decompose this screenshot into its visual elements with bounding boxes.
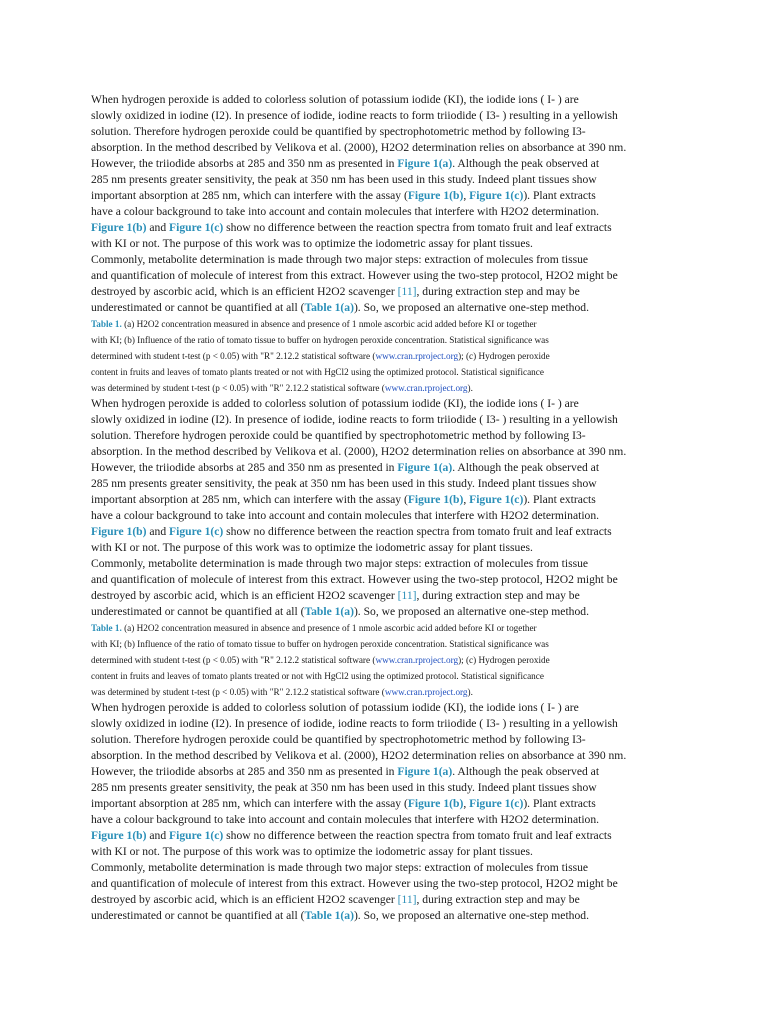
body-text-line: However, the triiodide absorbs at 285 and 350 nm as presented in Figure 1(a). Although the peak observed at <box>91 461 600 474</box>
chemical-formula: H2O2 <box>545 573 574 586</box>
body-text-line: However, the triiodide absorbs at 285 and 350 nm as presented in Figure 1(a). Although the peak observed at <box>91 157 600 170</box>
body-text-line: slowly oxidized in iodine (I2). In presence of iodide, iodine reacts to form triiodide ( I3- ) resulting in a yellowish <box>91 717 618 730</box>
table-link[interactable]: Table 1(a) <box>304 909 354 922</box>
figure-link[interactable]: Figure 1(c) <box>169 525 224 538</box>
url-link[interactable]: www.cran.rproject.org <box>384 383 468 393</box>
chemical-formula: H2O2 <box>380 141 410 154</box>
figure-link[interactable]: Figure 1(b) <box>91 525 147 538</box>
figure-link[interactable]: Figure 1(b) <box>407 493 464 506</box>
figure-link[interactable]: Figure 1(c) <box>469 797 524 810</box>
reference-link[interactable]: [11] <box>397 589 417 602</box>
table-caption-line: was determined by student t-test (p < 0.05) with "R" 2.12.2 statistical software (www.cran.rproject.org). <box>91 383 473 393</box>
chemical-formula: I3- <box>486 109 500 122</box>
table-caption-line: Table 1. (a) H2O2 concentration measured in absence and presence of 1 nmole ascorbic acid added before KI or together <box>91 623 537 633</box>
body-text-line: When hydrogen peroxide is added to colorless solution of potassium iodide (KI), the iodide ions ( I- ) are <box>91 701 579 714</box>
url-link[interactable]: www.cran.rproject.org <box>375 655 459 665</box>
chemical-formula: H2O2 <box>317 285 346 298</box>
body-text-line: important absorption at 285 nm, which can interfere with the assay (Figure 1(b), Figure 1(c)). Plant extracts <box>91 493 596 506</box>
chemical-formula: H2O2 <box>136 623 160 633</box>
chemical-formula: HgCl2 <box>324 367 349 377</box>
body-text-line: underestimated or cannot be quantified at all (Table 1(a)). So, we proposed an alternative one-step method. <box>91 301 589 314</box>
body-text-line: with KI or not. The purpose of this work was to optimize the iodometric assay for plant tissues. <box>91 845 533 858</box>
figure-link[interactable]: Figure 1(c) <box>169 221 224 234</box>
body-text-line: Figure 1(b) and Figure 1(c) show no difference between the reaction spectra from tomato fruit and leaf extracts <box>91 829 612 842</box>
chemical-formula: H2O2 <box>500 205 529 218</box>
body-text-line: important absorption at 285 nm, which can interfere with the assay (Figure 1(b), Figure 1(c)). Plant extracts <box>91 797 596 810</box>
body-text-line: solution. Therefore hydrogen peroxide could be quantified by spectrophotometric method by following I3- <box>91 733 586 746</box>
figure-link[interactable]: Figure 1(c) <box>469 189 524 202</box>
table-link[interactable]: Table 1(a) <box>304 605 354 618</box>
chemical-formula: H2O2 <box>545 269 574 282</box>
table-caption-line: was determined by student t-test (p < 0.05) with "R" 2.12.2 statistical software (www.cran.rproject.org). <box>91 687 473 697</box>
body-text-line: and quantification of molecule of interest from this extract. However using the two-step protocol, H2O2 might be <box>91 877 618 890</box>
body-text-line: destroyed by ascorbic acid, which is an efficient H2O2 scavenger [11], during extraction step and may be <box>91 589 580 602</box>
figure-link[interactable]: Figure 1(c) <box>469 493 524 506</box>
body-text-line: absorption. In the method described by Velikova et al. (2000), H2O2 determination relies on absorbance at 390 nm. <box>91 141 627 154</box>
chemical-formula: I3- <box>572 125 586 138</box>
table-label: Table 1. <box>91 623 122 633</box>
figure-link[interactable]: Figure 1(a) <box>397 157 453 170</box>
chemical-formula: I3- <box>486 413 500 426</box>
table-label: Table 1. <box>91 319 122 329</box>
table-caption-line: determined with student t-test (p < 0.05) with "R" 2.12.2 statistical software (www.cran.rproject.org); (c) Hydrogen peroxide <box>91 351 550 361</box>
body-text-line: 285 nm presents greater sensitivity, the peak at 350 nm has been used in this study. Indeed plant tissues show <box>91 477 597 490</box>
chemical-formula: H2O2 <box>317 893 346 906</box>
figure-link[interactable]: Figure 1(b) <box>91 829 147 842</box>
figure-link[interactable]: Figure 1(c) <box>169 829 224 842</box>
body-text-line: When hydrogen peroxide is added to colorless solution of potassium iodide (KI), the iodide ions ( I- ) are <box>91 93 579 106</box>
body-text-line: have a colour background to take into account and contain molecules that interfere with H2O2 determination. <box>91 509 600 522</box>
figure-link[interactable]: Figure 1(a) <box>397 765 453 778</box>
chemical-formula: I3- <box>572 733 586 746</box>
body-text-line: underestimated or cannot be quantified at all (Table 1(a)). So, we proposed an alternative one-step method. <box>91 605 589 618</box>
table-caption-line: with KI; (b) Influence of the ratio of tomato tissue to buffer on hydrogen peroxide concentration. Statistical significance was <box>91 335 549 345</box>
chemical-formula: H2O2 <box>136 319 160 329</box>
body-text-line: absorption. In the method described by Velikova et al. (2000), H2O2 determination relies on absorbance at 390 nm. <box>91 749 627 762</box>
body-text-line: have a colour background to take into account and contain molecules that interfere with H2O2 determination. <box>91 813 600 826</box>
body-text-line: Commonly, metabolite determination is made through two major steps: extraction of molecules from tissue <box>91 861 589 874</box>
body-text-line: important absorption at 285 nm, which can interfere with the assay (Figure 1(b), Figure 1(c)). Plant extracts <box>91 189 596 202</box>
chemical-formula: HgCl2 <box>324 671 349 681</box>
figure-link[interactable]: Figure 1(b) <box>407 797 464 810</box>
table-link[interactable]: Table 1(a) <box>304 301 354 314</box>
chemical-formula: H2O2 <box>380 445 410 458</box>
chemical-formula: H2O2 <box>380 749 410 762</box>
body-text-line: have a colour background to take into account and contain molecules that interfere with H2O2 determination. <box>91 205 600 218</box>
body-text-line: Figure 1(b) and Figure 1(c) show no difference between the reaction spectra from tomato fruit and leaf extracts <box>91 525 612 538</box>
body-text-line: Commonly, metabolite determination is made through two major steps: extraction of molecules from tissue <box>91 557 589 570</box>
body-text-line: slowly oxidized in iodine (I2). In presence of iodide, iodine reacts to form triiodide ( I3- ) resulting in a yellowish <box>91 413 618 426</box>
table-caption-line: Table 1. (a) H2O2 concentration measured in absence and presence of 1 nmole ascorbic acid added before KI or together <box>91 319 537 329</box>
table-caption-line: content in fruits and leaves of tomato plants treated or not with HgCl2 using the optimized protocol. Statistical significance <box>91 367 544 377</box>
body-text-line: and quantification of molecule of interest from this extract. However using the two-step protocol, H2O2 might be <box>91 269 618 282</box>
body-text-line: However, the triiodide absorbs at 285 and 350 nm as presented in Figure 1(a). Although the peak observed at <box>91 765 600 778</box>
figure-link[interactable]: Figure 1(a) <box>397 461 453 474</box>
body-text-line: slowly oxidized in iodine (I2). In presence of iodide, iodine reacts to form triiodide ( I3- ) resulting in a yellowish <box>91 109 618 122</box>
body-text-line: solution. Therefore hydrogen peroxide could be quantified by spectrophotometric method by following I3- <box>91 429 586 442</box>
reference-link[interactable]: [11] <box>397 893 417 906</box>
figure-link[interactable]: Figure 1(b) <box>91 221 147 234</box>
chemical-formula: H2O2 <box>545 877 574 890</box>
body-text-line: and quantification of molecule of interest from this extract. However using the two-step protocol, H2O2 might be <box>91 573 618 586</box>
figure-link[interactable]: Figure 1(b) <box>407 189 464 202</box>
body-text-line: Figure 1(b) and Figure 1(c) show no difference between the reaction spectra from tomato fruit and leaf extracts <box>91 221 612 234</box>
body-text-line: When hydrogen peroxide is added to colorless solution of potassium iodide (KI), the iodide ions ( I- ) are <box>91 397 579 410</box>
url-link[interactable]: www.cran.rproject.org <box>384 687 468 697</box>
body-text-line: destroyed by ascorbic acid, which is an efficient H2O2 scavenger [11], during extraction step and may be <box>91 285 580 298</box>
url-link[interactable]: www.cran.rproject.org <box>375 351 459 361</box>
chemical-formula: I3- <box>572 429 586 442</box>
table-caption-line: determined with student t-test (p < 0.05) with "R" 2.12.2 statistical software (www.cran.rproject.org); (c) Hydrogen peroxide <box>91 655 550 665</box>
chemical-formula: I2 <box>215 109 225 122</box>
body-text-line: 285 nm presents greater sensitivity, the peak at 350 nm has been used in this study. Indeed plant tissues show <box>91 173 597 186</box>
body-text-line: solution. Therefore hydrogen peroxide could be quantified by spectrophotometric method by following I3- <box>91 125 586 138</box>
body-text-line: with KI or not. The purpose of this work was to optimize the iodometric assay for plant tissues. <box>91 237 533 250</box>
body-text-line: Commonly, metabolite determination is made through two major steps: extraction of molecules from tissue <box>91 253 589 266</box>
table-caption-line: with KI; (b) Influence of the ratio of tomato tissue to buffer on hydrogen peroxide concentration. Statistical significance was <box>91 639 549 649</box>
reference-link[interactable]: [11] <box>397 285 417 298</box>
body-text-line: with KI or not. The purpose of this work was to optimize the iodometric assay for plant tissues. <box>91 541 533 554</box>
body-text-line: 285 nm presents greater sensitivity, the peak at 350 nm has been used in this study. Indeed plant tissues show <box>91 781 597 794</box>
body-text-line: underestimated or cannot be quantified at all (Table 1(a)). So, we proposed an alternative one-step method. <box>91 909 589 922</box>
chemical-formula: I2 <box>215 413 225 426</box>
chemical-formula: I2 <box>215 717 225 730</box>
body-text-line: destroyed by ascorbic acid, which is an efficient H2O2 scavenger [11], during extraction step and may be <box>91 893 580 906</box>
table-caption-line: content in fruits and leaves of tomato plants treated or not with HgCl2 using the optimized protocol. Statistical significance <box>91 671 544 681</box>
chemical-formula: H2O2 <box>317 589 346 602</box>
chemical-formula: I3- <box>486 717 500 730</box>
chemical-formula: H2O2 <box>500 813 529 826</box>
chemical-formula: H2O2 <box>500 509 529 522</box>
body-text-line: absorption. In the method described by Velikova et al. (2000), H2O2 determination relies on absorbance at 390 nm. <box>91 445 627 458</box>
